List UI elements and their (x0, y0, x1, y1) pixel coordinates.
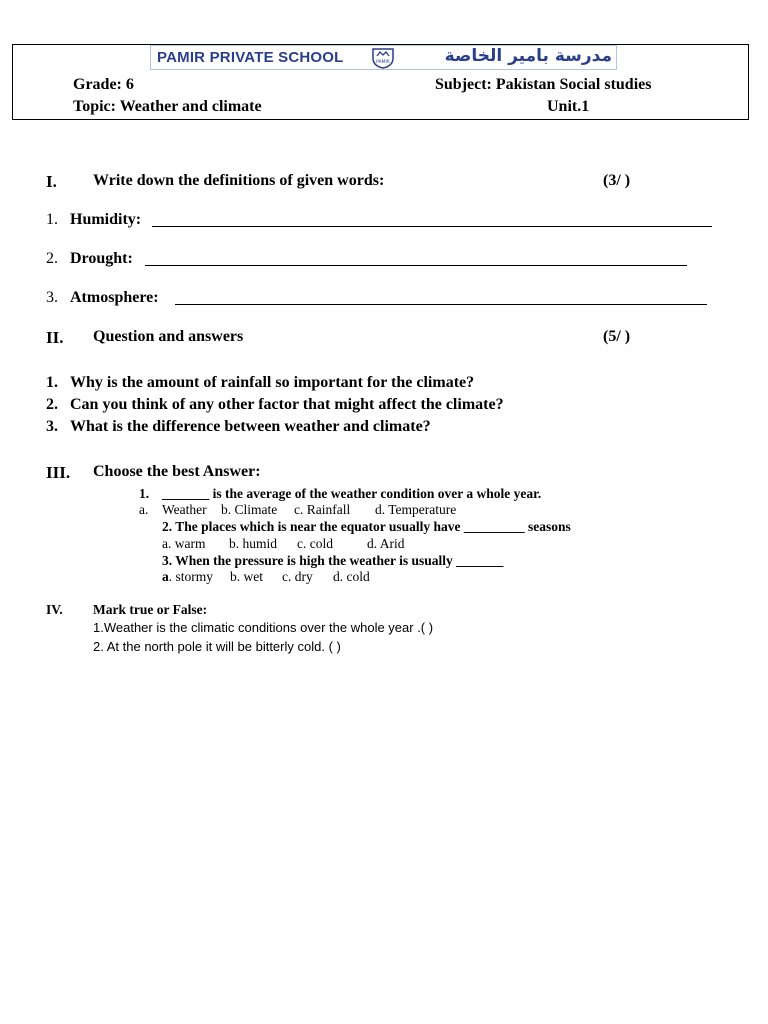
mcq2-option-d[interactable]: d. Arid (367, 536, 405, 551)
mcq1-number: 1. (139, 486, 150, 501)
mcq1-option-c[interactable]: c. Rainfall (294, 502, 351, 517)
svg-text:PAMIR: PAMIR (376, 60, 390, 65)
mcq1-option-b[interactable]: b. Climate (221, 502, 278, 517)
section3-title: Choose the best Answer: (93, 463, 261, 480)
mcq3-option-c[interactable]: c. dry (282, 569, 313, 584)
true-false-item: 2. At the north pole it will be bitterly cold. ( ) (93, 639, 341, 654)
mcq3-text: 3. When the pressure is high the weather is usually _______ (162, 553, 504, 568)
mcq2-option-b[interactable]: b. humid (229, 536, 278, 551)
definition-number: 1. (46, 211, 58, 228)
question-text: Why is the amount of rainfall so important for the climate? (70, 374, 475, 391)
mcq3-option-a-text: . stormy (168, 569, 214, 584)
definition-term-atmosphere: Atmosphere: (70, 289, 159, 306)
unit-label: Unit.1 (547, 98, 590, 115)
mcq2-text: 2. The places which is near the equator usually have _________ seasons (162, 519, 571, 534)
mcq1-option-a[interactable]: Weather (162, 502, 207, 517)
section1-marks: (3/ ) (603, 172, 631, 189)
school-name-english: PAMIR PRIVATE SCHOOL (157, 49, 344, 66)
definition-term-drought: Drought: (70, 250, 133, 267)
mcq2-option-a[interactable]: a. warm (162, 536, 206, 551)
subject-label: Subject: Pakistan Social studies (435, 76, 652, 93)
section4-numeral: IV. (46, 602, 63, 617)
answer-line-humidity[interactable] (152, 212, 712, 232)
section2-marks: (5/ ) (603, 328, 631, 345)
question-text: Can you think of any other factor that might affect the climate? (70, 396, 504, 413)
mcq3-option-d[interactable]: d. cold (333, 569, 370, 584)
section2-title: Question and answers (93, 328, 244, 345)
answer-line-drought[interactable] (145, 251, 687, 271)
section3-numeral: III. (46, 463, 71, 482)
mcq2-option-c[interactable]: c. cold (297, 536, 333, 551)
mcq3-option-a-letter: a (162, 569, 169, 584)
school-name-arabic: مدرسة بامير الخاصة (444, 46, 612, 66)
mcq3-option-b[interactable]: b. wet (230, 569, 263, 584)
question-number: 2. (46, 396, 58, 413)
topic-label: Topic: Weather and climate (73, 98, 262, 115)
school-crest-icon (371, 47, 395, 69)
mcq1-text: _______ is the average of the weather condition over a whole year. (162, 486, 542, 501)
question-number: 3. (46, 418, 58, 435)
question-text: What is the difference between weather and climate? (70, 418, 431, 435)
grade-label: Grade: 6 (73, 76, 134, 93)
true-false-item: 1.Weather is the climatic conditions over the whole year .( ) (93, 620, 434, 635)
mcq3-option-a[interactable] (162, 569, 213, 585)
definition-number: 3. (46, 289, 58, 306)
section1-title: Write down the definitions of given words: (93, 172, 385, 189)
section1-numeral: I. (46, 172, 57, 191)
mcq1-option-prefix: a. (139, 502, 149, 517)
answer-line-atmosphere[interactable] (175, 290, 707, 310)
mcq1-option-d[interactable]: d. Temperature (375, 502, 457, 517)
definition-term-humidity: Humidity: (70, 211, 142, 228)
section4-title: Mark true or False: (93, 602, 208, 617)
question-number: 1. (46, 374, 58, 391)
definition-number: 2. (46, 250, 58, 267)
school-logo-banner (150, 45, 617, 70)
section2-numeral: II. (46, 328, 64, 347)
